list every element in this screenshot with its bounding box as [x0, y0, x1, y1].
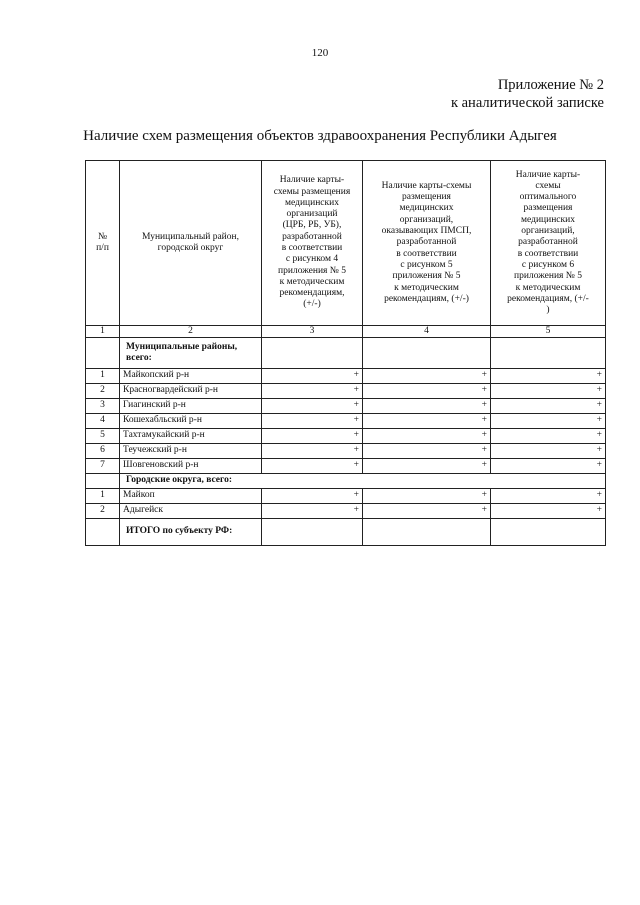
table-row: [86, 504, 606, 519]
header-district: Муниципальный район, городской округ: [120, 161, 262, 326]
mark-col-3: +: [262, 459, 363, 474]
document-title: Наличие схем размещения объектов здравоохранения Республики Адыгея: [83, 128, 557, 144]
mark-col-4: +: [363, 489, 491, 504]
mark-col-3: +: [262, 444, 363, 459]
header-col-4: Наличие карты-схемы размещения медицинских организаций, оказывающих ПМСП, разработанной в соответствии с рисунком 5 приложения № 5 к методическим рекомендациям, (+/-): [363, 161, 491, 326]
district-name: Адыгейск: [120, 504, 262, 519]
health-schemes-table: [85, 160, 606, 546]
row-number: 1: [86, 489, 120, 504]
district-name: Кошехабльский р-н: [120, 414, 262, 429]
appendix-line-1: Приложение № 2: [497, 77, 604, 93]
mark-col-5: +: [491, 369, 606, 384]
column-number: 3: [262, 326, 363, 338]
header-number: № п/п: [86, 161, 120, 326]
mark-col-3: +: [262, 489, 363, 504]
column-number: 2: [120, 326, 262, 338]
section-urban-label: Городские округа, всего:: [120, 474, 606, 489]
row-number: 6: [86, 444, 120, 459]
mark-col-4: +: [363, 459, 491, 474]
table-row: [86, 429, 606, 444]
row-number: 1: [86, 369, 120, 384]
mark-col-4: +: [363, 504, 491, 519]
column-number: 4: [363, 326, 491, 338]
header-col-5: Наличие карты- схемы оптимального размещения медицинских организаций, разработанной в соответствии с рисунком 6 приложения № 5 к методическим рекомендациям, (+/- ): [491, 161, 606, 326]
column-number: 1: [86, 326, 120, 338]
table-row: [86, 414, 606, 429]
row-number: 5: [86, 429, 120, 444]
district-name: Шовгеновский р-н: [120, 459, 262, 474]
table-row: [86, 444, 606, 459]
mark-col-4: +: [363, 399, 491, 414]
row-number: 4: [86, 414, 120, 429]
table-row: [86, 459, 606, 474]
mark-col-4: +: [363, 384, 491, 399]
mark-col-3: +: [262, 369, 363, 384]
total-label: ИТОГО по субъекту РФ:: [120, 519, 262, 546]
district-name: Майкоп: [120, 489, 262, 504]
mark-col-4: +: [363, 414, 491, 429]
mark-col-3: +: [262, 414, 363, 429]
section-urban-row: [86, 474, 606, 489]
district-name: Майкопский р-н: [120, 369, 262, 384]
appendix-line-2: к аналитической записке: [450, 95, 604, 111]
district-name: Теучежский р-н: [120, 444, 262, 459]
appendix-heading: [451, 76, 604, 112]
mark-col-3: +: [262, 399, 363, 414]
mark-col-4: +: [363, 429, 491, 444]
section-municipal-row: [86, 338, 606, 369]
mark-col-3: +: [262, 504, 363, 519]
district-name: Красногвардейский р-н: [120, 384, 262, 399]
page-number: 120: [311, 47, 329, 59]
row-number: 3: [86, 399, 120, 414]
row-number: 7: [86, 459, 120, 474]
table-row: [86, 399, 606, 414]
mark-col-5: +: [491, 384, 606, 399]
row-number: 2: [86, 384, 120, 399]
mark-col-4: +: [363, 369, 491, 384]
header-row: [86, 161, 606, 326]
column-number-row: [86, 326, 606, 338]
district-name: Гиагинский р-н: [120, 399, 262, 414]
table-row: [86, 489, 606, 504]
table-row: [86, 384, 606, 399]
mark-col-5: +: [491, 399, 606, 414]
mark-col-3: +: [262, 384, 363, 399]
column-number: 5: [491, 326, 606, 338]
mark-col-4: +: [363, 444, 491, 459]
district-name: Тахтамукайский р-н: [120, 429, 262, 444]
header-col-3: Наличие карты- схемы размещения медицинских организаций (ЦРБ, РБ, УБ), разработанной в соответствии с рисунком 4 приложения № 5 к методическим рекомендациям, (+/-): [262, 161, 363, 326]
section-municipal-label: Муниципальные районы, всего:: [120, 338, 262, 369]
row-number: 2: [86, 504, 120, 519]
mark-col-5: +: [491, 414, 606, 429]
table-row: [86, 369, 606, 384]
mark-col-5: +: [491, 444, 606, 459]
total-row: [86, 519, 606, 546]
mark-col-3: +: [262, 429, 363, 444]
mark-col-5: +: [491, 489, 606, 504]
mark-col-5: +: [491, 459, 606, 474]
mark-col-5: +: [491, 504, 606, 519]
mark-col-5: +: [491, 429, 606, 444]
